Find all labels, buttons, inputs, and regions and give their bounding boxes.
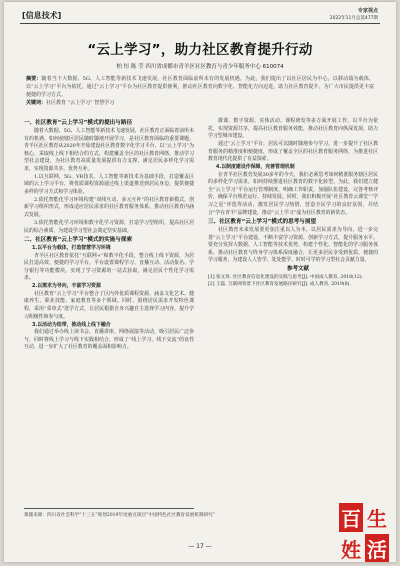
paragraph: 我们通过举办线上读书会、直播讲座、网络展演等活动，吸引居民广泛参与，同时将线上学习与线下实践相结合，形成了“线上学习、线下交流”的良性互动，进一步扩大了社区教育的覆盖面和影响力。 — [24, 329, 194, 351]
keywords-label: 关键词： — [26, 100, 47, 107]
paragraph: 3.依托智能化学习环境和数字化学习资源，打造学习型组织，提高社区居民的综合素质，为建设学习型社会奠定坚实基础。 — [24, 220, 194, 234]
paragraph: 在青羊社区教育发展30多年的今天，我们必须思考如何精准服务辖区居民的多样化学习需求，如何持续推进社区教育的数字化转型。为此，我们建立健全“云上学习”平台运行管理制度，明确工作职责，加强队伍建设，完善考核评价，确保平台规范运行、持续发展。同时，我们积极开展“社区教育云课堂”“学习之星”评选等活动，激发居民学习热情，营造全民学习的良好氛围，并结合“学在青羊”品牌建设，推动“云上学习”成为社区教育的新常态。 — [208, 171, 378, 216]
paragraph: 随着大数据、5G、人工智能等新技术飞速发展，社区教育正面临着前所未有的机遇。如何使辖区居民随时随地开展学习，是社区教育面临的重要课题。青羊区社区教育从2020年开始建设社区教育数字化学习平台，以“云上学习”为核心，采取线上线下相结合的方式，构建覆盖全区的社区教育网络，推动学习型社会建设，为社区教育高质量发展提供有力支撑，满足居民多样化学习需求，实现资源共享、优势互补。 — [24, 128, 194, 172]
journal-page — [4, 2, 396, 562]
reference-item: [1] 张文珍. 社区教育信息化建设的实践与思考[J]. 中国成人教育, 2018(12). — [208, 275, 363, 281]
author-line: 柏 恒 陈 莹 四川省成都市青羊区社区教育与青少年服务中心 610074 — [116, 64, 284, 70]
section-heading-1: 一、社区教育“云上学习”模式的提出与路径 — [24, 120, 133, 126]
reference-item: [2] 王磊. 互联网背景下社区教育发展路径研究[J]. 成人教育, 2019(8). — [208, 282, 351, 288]
article-title: “云上学习”，助力社区教育提升行动 — [87, 42, 313, 58]
footnote: 课题来源：四川省社会科学“十三五”规划2019年度重点项目“中国特色社区教育发展机制研究” — [24, 513, 216, 518]
subheading: 3.以活动为纽带，推动线上线下融合 — [32, 321, 111, 328]
watermark-stamp — [338, 502, 390, 562]
paragraph: 社区教育未来发展要更加注重以人为本，以居民需求为导向，进一步完善“云上学习”平台建设，不断丰富学习资源，创新学习方式，提升服务水平。要充分发挥大数据、人工智能等技术优势，构建个性化、智能化的学习服务体系，推动社区教育与终身学习体系深度融合，让更多居民享受到优质、便捷的学习服务，为建设人人皆学、处处能学、时时可学的学习型社会贡献力量。 — [208, 227, 378, 264]
subheading: 2.以需求为导向，丰富学习资源 — [32, 283, 101, 290]
abstract-text: 随着当下大数据、5G、人工智能等新技术飞速发展，社区教育面临前所未有的发展机遇。为此，我们提出了以社区居民为中心，以移动端为载体，以“云上学习”平台为依托，通过“云上学习”平台为社区教育提供便利，推动社区教育向数字化、智能化方向迈进，助力社区教育提升，为广大市民提供更丰富便捷的学习方式。 — [26, 76, 374, 99]
left-column — [24, 118, 194, 352]
stamp-char: 生 — [364, 502, 390, 533]
paragraph: 2.依托智能化学习环境构建“双线互动、多元互补”的社区教育新模式，创新学习组织形式，形成适应居民需求的社区教育服务体系，推动社区教育内涵式发展。 — [24, 196, 194, 219]
paragraph: 社区教育“云上学习”平台整合了区内外优质课程资源，涵盖文化艺术、健康养生、职业技能、家庭教育等多个领域。同时，围绕居民需求开发特色课程，采用“菜单式”选学方式，让居民根据自身兴趣自主选择学习内容，提升学习积极性和参与度。 — [24, 290, 194, 320]
paragraph: 1.以互联网、5G、VR技术、人工智能等新技术为基础手段，打造覆盖区域的云上学习平台，将优质课程资源通过线上渠道推送到居民身边，提供便捷多样的学习方式和学习体验。 — [24, 173, 194, 195]
stamp-char: 姓 — [338, 533, 364, 562]
keywords-text: 社区教育 “云上学习” 智慧学习 — [46, 100, 115, 107]
stamp-char: 百 — [338, 502, 364, 533]
page-number: — 17 — — [188, 543, 212, 550]
section-heading-3: 三、社区教育“云上学习”模式的思考与展望 — [208, 219, 317, 226]
issue-info: 2022年11月总第477期 — [329, 16, 378, 21]
right-column — [208, 118, 378, 288]
abstract — [26, 75, 374, 107]
paragraph: 青羊区社区教育依托“互联网+”和数字化手段，整合线上线下资源，为居民打造高效、便捷的学习平台。平台设置课程学习、直播互动、活动报名、学分银行等功能模块，实现了学习资源的一站式获取，满足居民个性化学习需求。 — [24, 252, 194, 282]
journal-name: 专家视点 — [357, 8, 378, 14]
header-rule — [20, 23, 380, 24]
subheading: 4.以制度建设作保障，完善管理机制 — [216, 164, 295, 171]
footnote-rule — [24, 508, 194, 509]
journal-header — [298, 8, 378, 22]
stamp-char: 活 — [364, 533, 390, 562]
abstract-label: 摘要： — [26, 76, 42, 82]
section-label: [信息技术] — [22, 11, 62, 20]
subheading: 1.以平台为载体，打造智慧学习环境 — [32, 245, 111, 252]
paragraph: 通过“云上学习”平台，居民可以随时随地参与学习，进一步提升了社区教育服务的精准度和便捷度，形成了覆盖全区的社区教育服务网络，为推进社区教育现代化提供了有益探索。 — [208, 141, 378, 163]
references-title: 参考文献 — [286, 265, 309, 272]
paragraph: 微课、数字资源、实体活动、课程研发等多方面开展工作，以平台为依托，实现资源共享，提高社区教育服务效能，推动社区教育向纵深发展，助力学习型城市建设。 — [208, 118, 378, 140]
section-heading-2: 二、社区教育“云上学习”模式的实施与探索 — [24, 237, 133, 244]
